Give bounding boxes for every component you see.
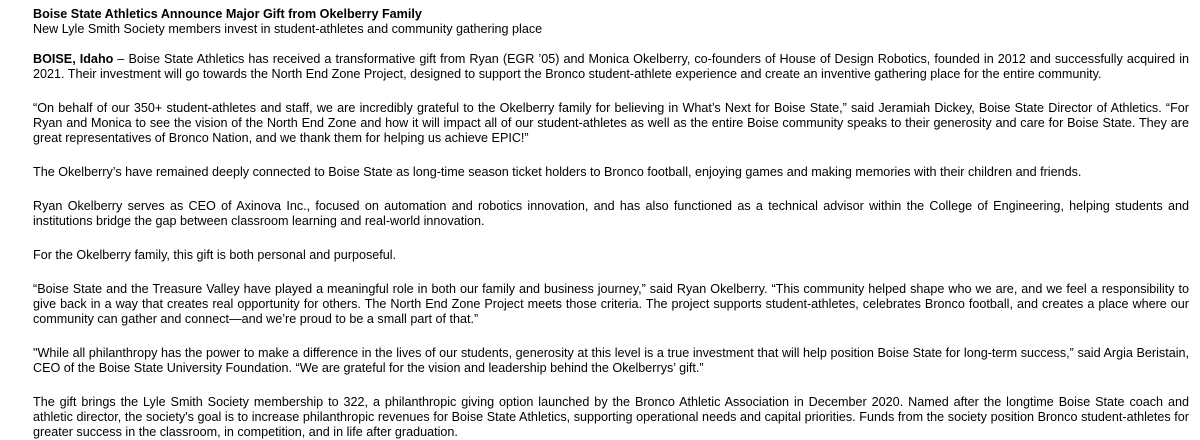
dateline: BOISE, Idaho [33,52,114,66]
headline: Boise State Athletics Announce Major Gift from Okelberry Family [33,7,422,21]
paragraph-ryan-quote: “Boise State and the Treasure Valley have played a meaningful role in both our family and business journey,” said Ryan Okelberry. “This community helped shape who we are, and we feel a responsibility to give back in a way that creates real opportunity for others. The North End Zone Project meets those criteria. The project supports student-athletes, celebrates Bronco football, and creates a place where our community can gather and connect—and we’re proud to be a small part of that.” [33,282,1189,326]
paragraph-season-tickets: The Okelberry’s have remained deeply connected to Boise State as long-time season ticket holders to Bronco football, enjoying games and making memories with their children and friends. [33,165,1082,179]
paragraph-personal-purposeful: For the Okelberry family, this gift is both personal and purposeful. [33,248,397,262]
paragraph-dickey-quote: “On behalf of our 350+ student-athletes and staff, we are incredibly grateful to the Okelberry family for believing in What’s Next for Boise State,” said Jeramiah Dickey, Boise State Director of Athletics. “For Ryan and Monica to see the vision of the North End Zone and how it will impact all of our student-athletes as well as the entire Boise community speaks to their generosity and care for Boise State. They are great representatives of Bronco Nation, and we thank them for helping us achieve EPIC!” [33,101,1189,145]
paragraph-axinova: Ryan Okelberry serves as CEO of Axinova Inc., focused on automation and robotics innovation, and has also functioned as a technical advisor within the College of Engineering, helping students and institutions bridge the gap between classroom learning and real-world innovation. [33,199,1189,228]
paragraph-lyle-smith-society: The gift brings the Lyle Smith Society membership to 322, a philanthropic giving option launched by the Bronco Athletic Association in December 2020. Named after the longtime Boise State coach and athletic director, the society's goal is to increase philanthropic revenues for Boise State Athletics, supporting operational needs and capital priorities. Funds from the society position Bronco student-athletes for greater success in the classroom, in competition, and in life after graduation. [33,395,1189,439]
paragraph-intro-text: – Boise State Athletics has received a transformative gift from Ryan (EGR ’05) and Monica Okelberry, co-founders of House of Design Robotics, founded in 2012 and successfully acquired in 2021. Their investment will go towards the North End Zone Project, designed to support the Bronco student-athlete experience and create an inventive gathering place for the entire community. [33,52,1189,81]
subheadline: New Lyle Smith Society members invest in student-athletes and community gathering place [33,22,543,36]
paragraph-intro [33,52,1189,82]
paragraph-beristain-quote: "While all philanthropy has the power to make a difference in the lives of our students, generosity at this level is a true investment that will help position Boise State for long-term success,” said Argia Beristain, CEO of the Boise State University Foundation. “We are grateful for the vision and leadership behind the Okelberrys’ gift.” [33,346,1189,375]
